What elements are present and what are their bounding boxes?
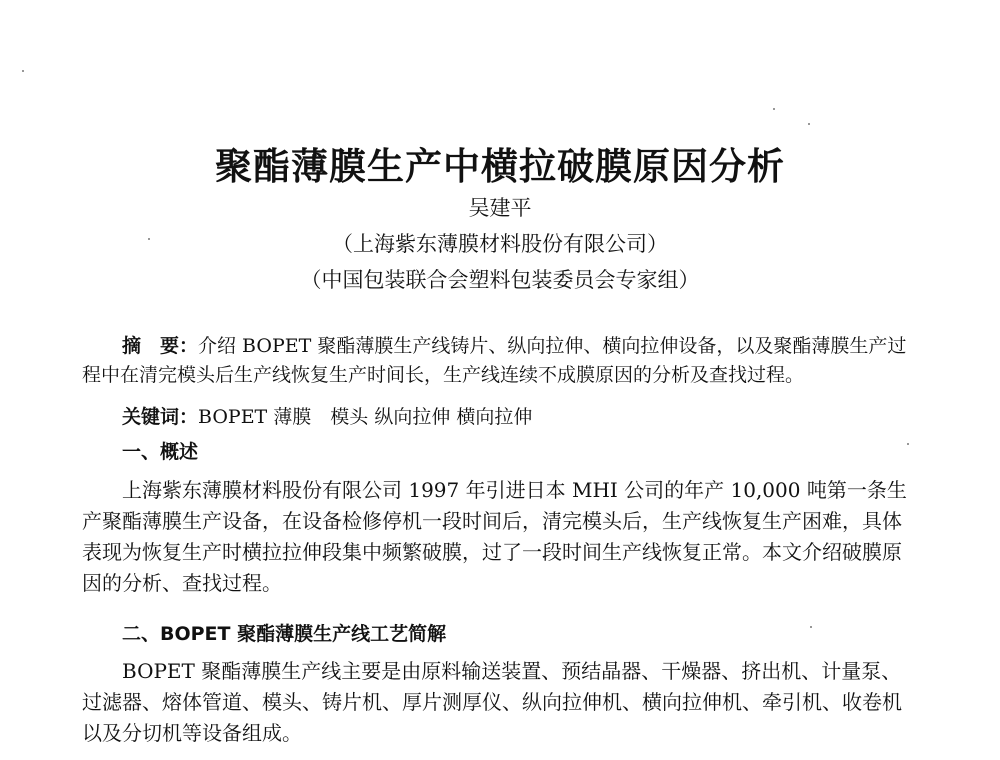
author-name: 吴建平 bbox=[468, 196, 532, 220]
keywords bbox=[82, 403, 912, 432]
section-2-paragraph: BOPET 聚酯薄膜生产线主要是由原料输送装置、预结晶器、干燥器、挤出机、计量泵、过滤器、熔体管道、模头、铸片机、厚片测厚仪、纵向拉伸机、横向拉伸机、牵引机、收卷机以及分切机等设备组成。 bbox=[82, 659, 902, 745]
scan-speck bbox=[148, 238, 150, 240]
section-1-paragraph: 上海紫东薄膜材料股份有限公司 1997 年引进日本 MHI 公司的年产 10,000 吨第一条生产聚酯薄膜生产设备，在设备检修停机一段时间后，清完模头后，生产线恢复生产困难，具体表现为恢复生产时横拉拉伸段集中频繁破膜，过了一段时间生产线恢复正常。本文介绍破膜原因的分析、查找过程。 bbox=[82, 478, 907, 595]
keywords-text: BOPET 薄膜 模头 纵向拉伸 横向拉伸 bbox=[198, 406, 533, 428]
scan-speck bbox=[810, 626, 812, 628]
scan-speck bbox=[907, 443, 909, 445]
abstract-text: 介绍 BOPET 聚酯薄膜生产线铸片、纵向拉伸、横向拉伸设备，以及聚酯薄膜生产过程中在清完模头后生产线恢复生产时间长，生产线连续不成膜原因的分析及查找过程。 bbox=[82, 335, 907, 386]
keywords-label: 关键词： bbox=[122, 406, 199, 428]
section-2-heading: 二、BOPET 聚酯薄膜生产线工艺简解 bbox=[122, 623, 447, 645]
abstract-label: 摘 要： bbox=[122, 335, 199, 357]
affiliation-committee: （中国包装联合会塑料包装委员会专家组） bbox=[300, 268, 700, 292]
section-1-heading: 一、概述 bbox=[122, 441, 199, 463]
scan-speck bbox=[773, 108, 775, 110]
scan-speck bbox=[22, 70, 24, 72]
abstract bbox=[82, 332, 912, 390]
paper-title: 聚酯薄膜生产中横拉破膜原因分析 bbox=[215, 145, 785, 188]
scan-speck bbox=[808, 123, 810, 125]
affiliation-company: （上海紫东薄膜材料股份有限公司） bbox=[332, 232, 668, 256]
